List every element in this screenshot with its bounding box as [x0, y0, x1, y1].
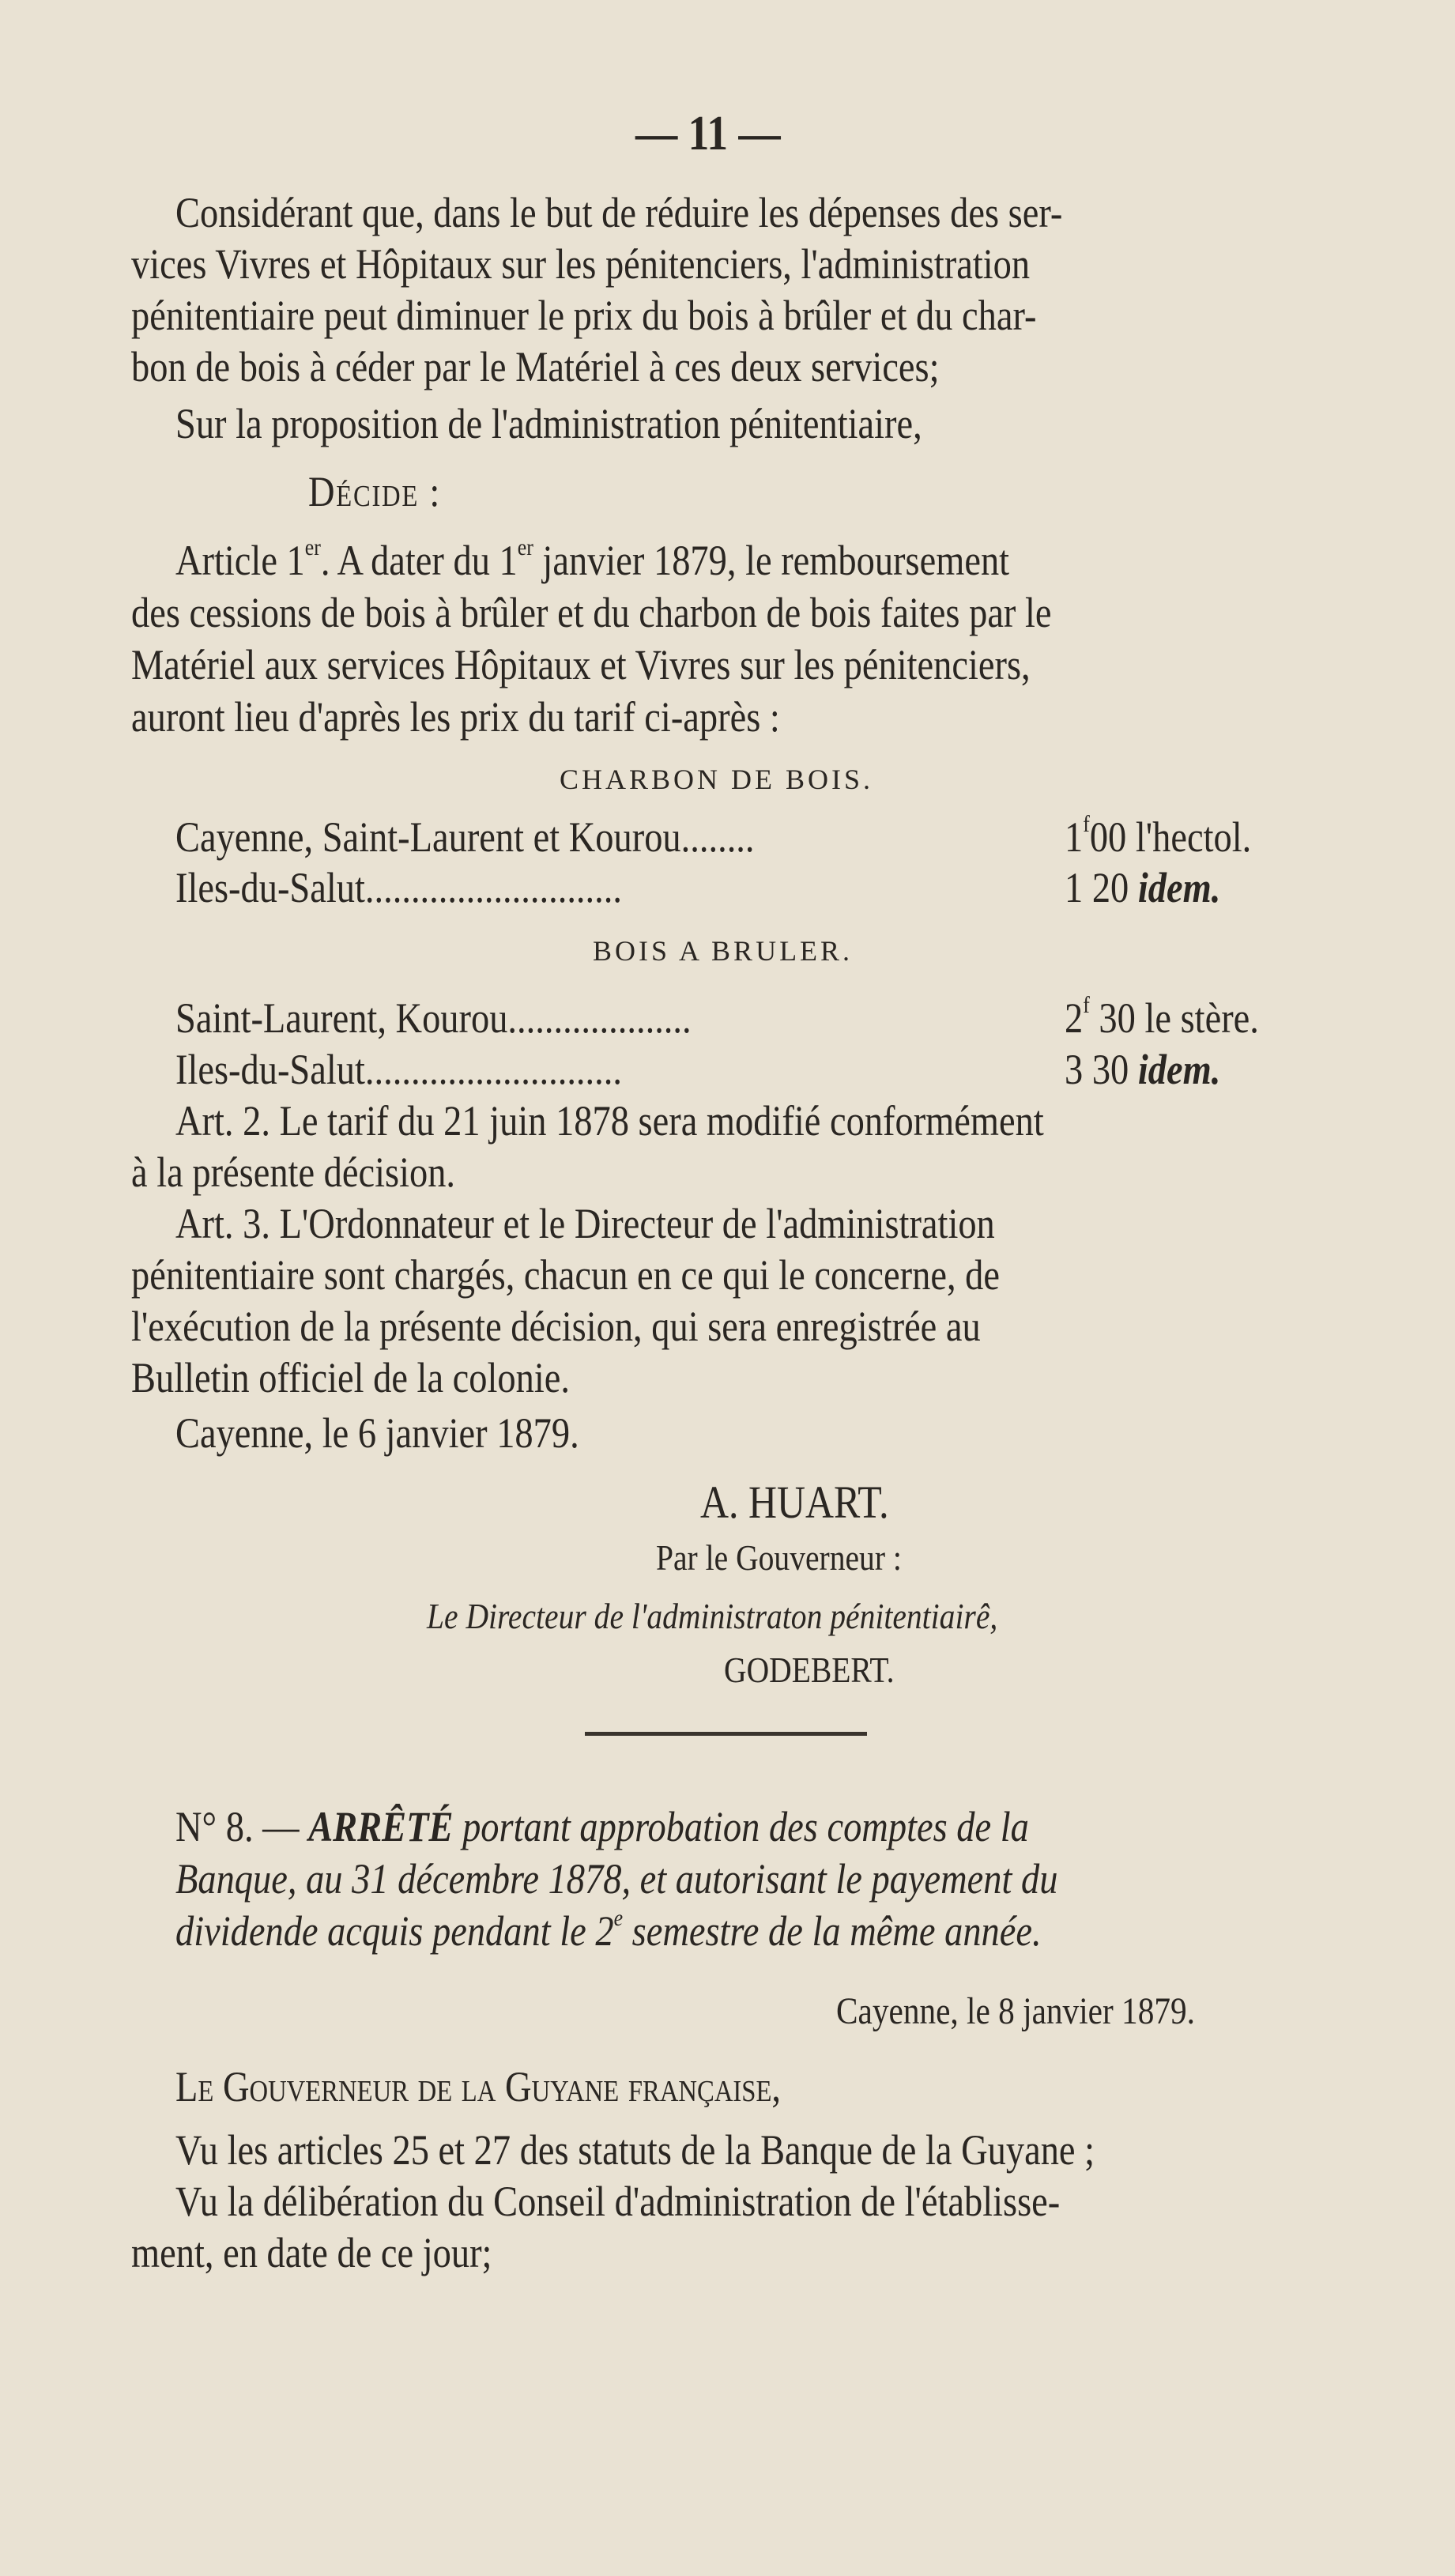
bois-heading: BOIS A BRULER.: [593, 935, 854, 967]
paragraph-line: pénitentiaire peut diminuer le prix du bois à brûler et du char-: [131, 292, 1037, 339]
arrete-8-title-line: [175, 1905, 1042, 1955]
text: . A dater du 1: [320, 537, 518, 584]
tarif-price: [1065, 811, 1252, 861]
paragraph-line: vices Vivres et Hôpitaux sur les pénitenciers, l'administration: [131, 240, 1031, 288]
par-le-gouverneur: Par le Gouverneur :: [656, 1537, 902, 1578]
article-1-line: Matériel aux services Hôpitaux et Vivres sur les pénitenciers,: [131, 641, 1031, 688]
vu-line: ment, en date de ce jour;: [131, 2229, 492, 2276]
text: janvier 1879, le remboursement: [533, 537, 1010, 584]
gouverneur-line: Le Gouverneur de la Guyane française,: [175, 2063, 782, 2110]
arrete-8-title-line: [175, 1805, 1029, 1848]
article-2-line: à la présente décision.: [131, 1148, 456, 1196]
leader-dots: ............................: [364, 864, 622, 911]
title-text: dividende acquis pendant le 2: [175, 1907, 614, 1955]
tarif-place: Iles-du-Salut: [175, 1046, 365, 1093]
price-unit: idem.: [1137, 864, 1221, 911]
tarif-place: Saint-Laurent, Kourou: [175, 994, 508, 1042]
leader-dots: ............................: [364, 1046, 622, 1093]
price-int: 3: [1065, 1046, 1084, 1093]
tarif-row: [175, 994, 692, 1042]
directeur-line: Le Directeur de l'administraton pénitentiairê,: [427, 1596, 998, 1636]
proposition-line: Sur la proposition de l'administration pénitentiaire,: [175, 400, 922, 447]
page-number: — 11 —: [635, 107, 781, 160]
price-int: 1: [1065, 813, 1084, 861]
article-3-line: Bulletin officiel de la colonie.: [131, 1354, 570, 1401]
price-dec: 30: [1099, 994, 1136, 1042]
title-text: semestre de la même année.: [623, 1907, 1042, 1955]
tarif-price: [1065, 992, 1259, 1042]
section-divider: [585, 1732, 867, 1736]
article-1-line: auront lieu d'après les prix du tarif ci-après :: [131, 693, 780, 741]
price-unit: l'hectol.: [1135, 813, 1252, 861]
date-line: Cayenne, le 6 janvier 1879.: [175, 1409, 579, 1457]
price-unit: idem.: [1137, 1046, 1221, 1093]
arrete-number: N° 8. —: [175, 1803, 300, 1850]
article-3-line: l'exécution de la présente décision, qui sera enregistrée au: [131, 1303, 981, 1350]
text-line: Considérant que, dans le but de réduire les dépenses des ser-: [175, 189, 1063, 236]
signature: A. HUART.: [700, 1477, 889, 1528]
arrete-word: ARRÊTÉ: [308, 1803, 454, 1850]
price-dec: 30: [1091, 1046, 1129, 1093]
tarif-row: [175, 866, 622, 909]
article-2-line: Art. 2. Le tarif du 21 juin 1878 sera modifié conformément: [175, 1097, 1044, 1145]
price-unit: le stère.: [1144, 994, 1259, 1042]
title-text: portant approbation des comptes de la: [462, 1803, 1029, 1850]
price-int: 1: [1065, 864, 1084, 911]
article-3-line: Art. 3. L'Ordonnateur et le Directeur de l'administration: [175, 1200, 995, 1247]
decide-heading: Décide :: [308, 468, 442, 515]
tarif-price: [1065, 1048, 1220, 1091]
article-3-line: pénitentiaire sont chargés, chacun en ce qui le concerne, de: [131, 1251, 1001, 1299]
price-dec: 20: [1091, 864, 1129, 911]
vu-line: Vu les articles 25 et 27 des statuts de la Banque de la Guyane ;: [175, 2126, 1095, 2174]
paragraph-line: bon de bois à céder par le Matériel à ces deux services;: [131, 343, 940, 390]
superscript: er: [517, 534, 533, 560]
charbon-heading: CHARBON DE BOIS.: [560, 764, 874, 795]
arrete-8-title-line: Banque, au 31 décembre 1878, et autorisant le payement du: [175, 1855, 1058, 1903]
tarif-row: [175, 813, 755, 861]
article-1-first-line: [175, 534, 1010, 584]
tarif-row: [175, 1048, 622, 1091]
paragraph-line: [175, 191, 1318, 234]
superscript: e: [613, 1905, 624, 1931]
tarif-price: [1065, 866, 1220, 909]
price-int: 2: [1065, 994, 1084, 1042]
directeur-name: GODEBERT.: [724, 1650, 895, 1690]
vu-line: Vu la délibération du Conseil d'administration de l'établisse-: [175, 2178, 1061, 2225]
tarif-place: Iles-du-Salut: [175, 864, 365, 911]
price-dec: 00: [1089, 813, 1127, 861]
tarif-place: Cayenne, Saint-Laurent et Kourou: [175, 813, 681, 861]
article-label: Article 1: [175, 537, 305, 584]
price-sup: f: [1083, 992, 1090, 1018]
article-1-line: des cessions de bois à brûler et du charbon de bois faites par le: [131, 589, 1052, 636]
arrete-8-date: Cayenne, le 8 janvier 1879.: [836, 1990, 1195, 2032]
leader-dots: ....................: [507, 994, 692, 1042]
price-sup: f: [1083, 811, 1090, 837]
superscript: er: [304, 534, 321, 560]
leader-dots: ........: [680, 813, 755, 861]
